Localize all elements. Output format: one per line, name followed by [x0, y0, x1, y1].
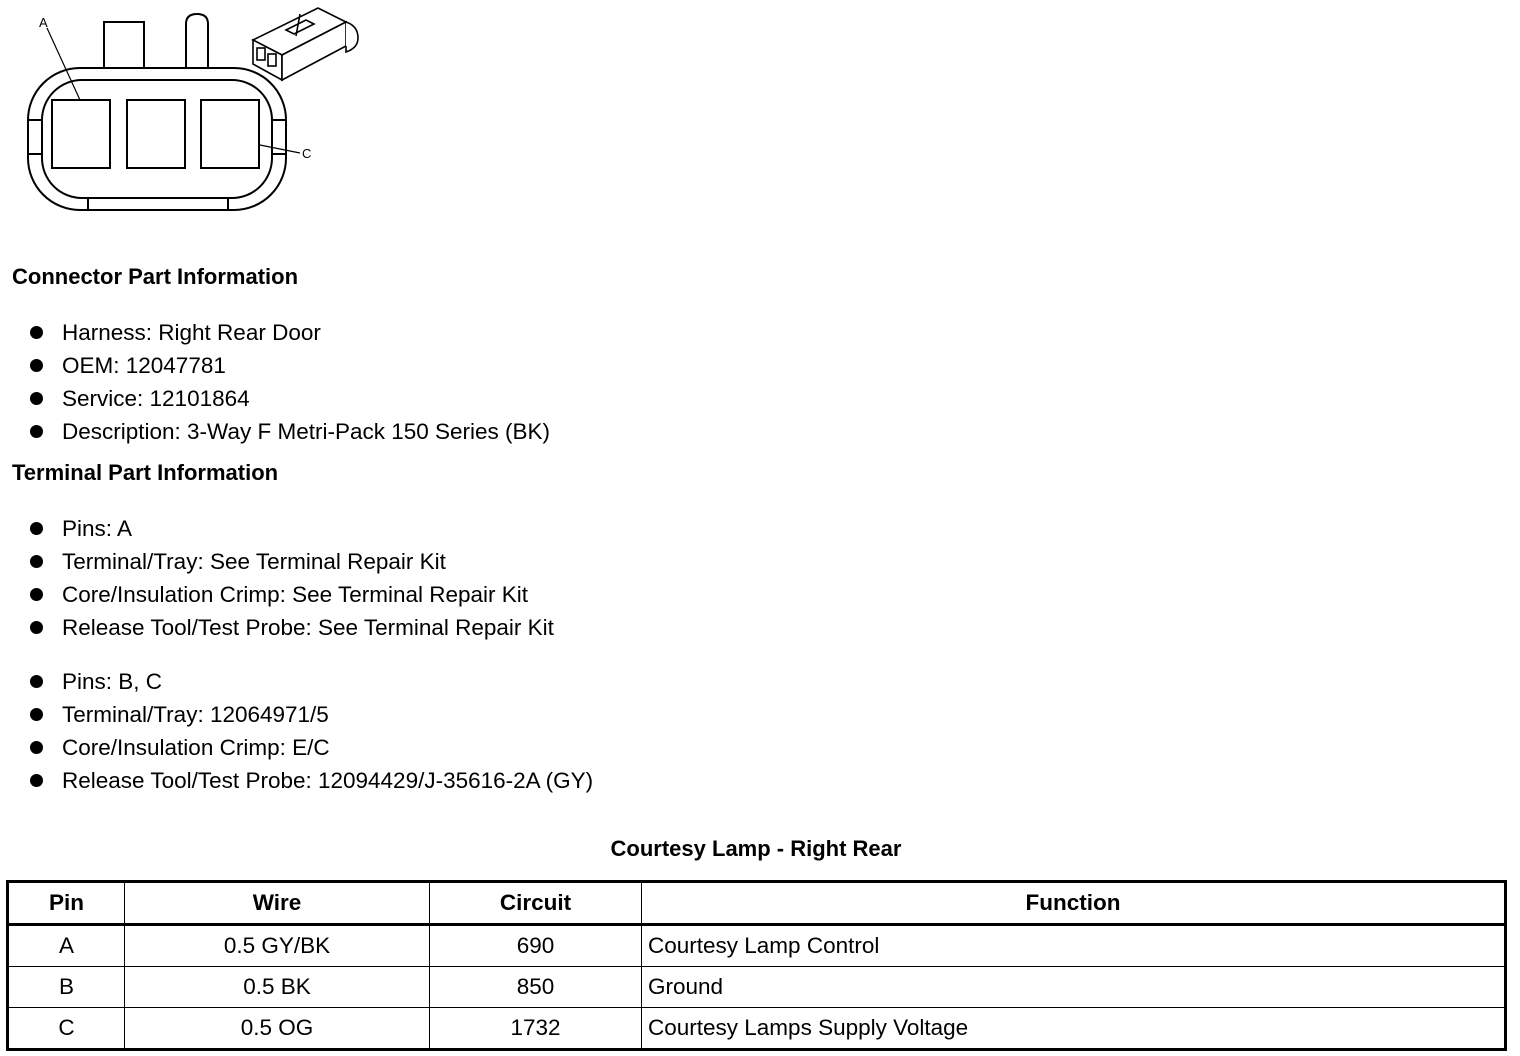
pin-cell: A	[8, 925, 125, 967]
list-item: Pins: A	[28, 512, 554, 545]
wire-cell: 0.5 OG	[125, 1008, 430, 1050]
connector-diagram	[0, 0, 380, 225]
bullet-icon	[30, 392, 43, 405]
bullet-icon	[30, 708, 43, 721]
bullet-icon	[30, 326, 43, 339]
circuit-cell: 1732	[430, 1008, 642, 1050]
function-cell: Ground	[642, 967, 1506, 1008]
column-header-pin: Pin	[8, 882, 125, 925]
callout-c-label: C	[302, 146, 312, 161]
list-item: Release Tool/Test Probe: See Terminal Repair Kit	[28, 611, 554, 644]
list-item: Description: 3-Way F Metri-Pack 150 Series (BK)	[28, 415, 550, 448]
connector-thumbnail-icon	[253, 8, 358, 80]
table-row	[8, 925, 1506, 967]
table-title: Courtesy Lamp - Right Rear	[610, 836, 902, 861]
list-item: Core/Insulation Crimp: E/C	[28, 731, 593, 764]
table-header-row	[8, 882, 1506, 925]
bullet-icon	[30, 621, 43, 634]
pin-cavity-a	[52, 100, 110, 168]
circuit-cell: 850	[430, 967, 642, 1008]
list-item: Service: 12101864	[28, 382, 550, 415]
list-item: Release Tool/Test Probe: 12094429/J-35616-2A (GY)	[28, 764, 593, 797]
wire-cell: 0.5 GY/BK	[125, 925, 430, 967]
column-header-wire: Wire	[125, 882, 430, 925]
wire-cell: 0.5 BK	[125, 967, 430, 1008]
terminal-info-heading: Terminal Part Information	[12, 460, 279, 485]
pin-cell: C	[8, 1008, 125, 1050]
bullet-icon	[30, 588, 43, 601]
callout-a-label: A	[39, 15, 48, 30]
list-item: OEM: 12047781	[28, 349, 550, 382]
connector-info-heading: Connector Part Information	[12, 264, 299, 289]
connector-latch-tab	[104, 22, 144, 68]
pin-cavity-b	[127, 100, 185, 168]
list-item: Terminal/Tray: 12064971/5	[28, 698, 593, 731]
list-item: Harness: Right Rear Door	[28, 316, 550, 349]
column-header-function: Function	[642, 882, 1506, 925]
bullet-icon	[30, 522, 43, 535]
bullet-icon	[30, 425, 43, 438]
table-row	[8, 1008, 1506, 1050]
function-cell: Courtesy Lamps Supply Voltage	[642, 1008, 1506, 1050]
pinout-table	[6, 880, 1507, 1051]
terminal-info-list-bc	[28, 665, 593, 797]
column-header-circuit: Circuit	[430, 882, 642, 925]
pin-cavity-c	[201, 100, 259, 168]
list-item: Pins: B, C	[28, 665, 593, 698]
list-item: Core/Insulation Crimp: See Terminal Repair Kit	[28, 578, 554, 611]
bullet-icon	[30, 675, 43, 688]
terminal-info-list-a	[28, 512, 554, 644]
connector-info-list	[28, 316, 550, 448]
table-row	[8, 967, 1506, 1008]
bullet-icon	[30, 359, 43, 372]
pin-cell: B	[8, 967, 125, 1008]
bullet-icon	[30, 555, 43, 568]
bullet-icon	[30, 774, 43, 787]
function-cell: Courtesy Lamp Control	[642, 925, 1506, 967]
list-item: Terminal/Tray: See Terminal Repair Kit	[28, 545, 554, 578]
bullet-icon	[30, 741, 43, 754]
circuit-cell: 690	[430, 925, 642, 967]
